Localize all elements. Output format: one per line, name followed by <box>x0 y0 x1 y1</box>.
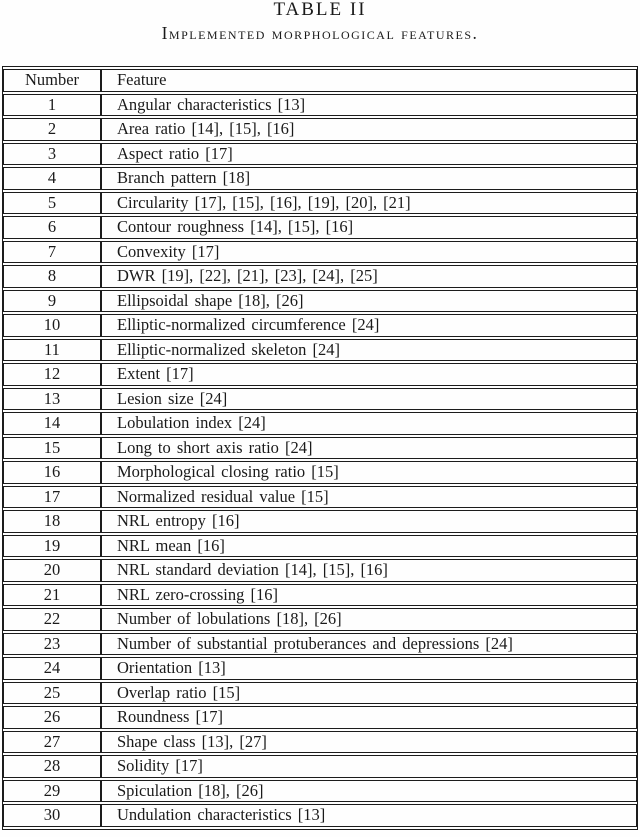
feature-cell: Number of substantial protuberances and depressions [24] <box>101 633 637 656</box>
features-table <box>2 66 638 830</box>
feature-cell: Circularity [17], [15], [16], [19], [20], [21] <box>101 192 637 215</box>
feature-cell: NRL entropy [16] <box>101 510 637 533</box>
number-cell: 24 <box>3 657 101 680</box>
number-cell: 7 <box>3 241 101 264</box>
feature-cell: NRL zero-crossing [16] <box>101 584 637 607</box>
number-cell: 25 <box>3 682 101 705</box>
feature-cell: Lesion size [24] <box>101 388 637 411</box>
table-row <box>3 388 637 411</box>
feature-cell: NRL mean [16] <box>101 535 637 558</box>
number-cell: 10 <box>3 314 101 337</box>
header-cell-feature: Feature <box>101 69 637 92</box>
table-row <box>3 118 637 141</box>
feature-cell: Elliptic-normalized circumference [24] <box>101 314 637 337</box>
table-row <box>3 780 637 803</box>
table-caption <box>0 0 640 44</box>
feature-cell: Number of lobulations [18], [26] <box>101 608 637 631</box>
table-row <box>3 363 637 386</box>
number-cell: 8 <box>3 265 101 288</box>
table-row <box>3 241 637 264</box>
table-row <box>3 290 637 313</box>
table-row <box>3 584 637 607</box>
number-cell: 1 <box>3 94 101 117</box>
table-head <box>3 69 637 92</box>
table-row <box>3 437 637 460</box>
feature-cell: Solidity [17] <box>101 755 637 778</box>
table-row <box>3 486 637 509</box>
number-cell: 23 <box>3 633 101 656</box>
table-row <box>3 657 637 680</box>
number-cell: 11 <box>3 339 101 362</box>
table-row <box>3 706 637 729</box>
feature-cell: Undulation characteristics [13] <box>101 804 637 827</box>
feature-cell: Area ratio [14], [15], [16] <box>101 118 637 141</box>
table-row <box>3 167 637 190</box>
feature-cell: Overlap ratio [15] <box>101 682 637 705</box>
feature-cell: Orientation [13] <box>101 657 637 680</box>
number-cell: 28 <box>3 755 101 778</box>
feature-cell: NRL standard deviation [14], [15], [16] <box>101 559 637 582</box>
feature-cell: Ellipsoidal shape [18], [26] <box>101 290 637 313</box>
table-row <box>3 608 637 631</box>
feature-cell: Lobulation index [24] <box>101 412 637 435</box>
table-row <box>3 731 637 754</box>
table-row <box>3 412 637 435</box>
header-row <box>3 69 637 92</box>
feature-cell: Spiculation [18], [26] <box>101 780 637 803</box>
table-row <box>3 559 637 582</box>
feature-cell: Normalized residual value [15] <box>101 486 637 509</box>
table-row <box>3 265 637 288</box>
number-cell: 20 <box>3 559 101 582</box>
number-cell: 26 <box>3 706 101 729</box>
number-cell: 21 <box>3 584 101 607</box>
table-row <box>3 143 637 166</box>
number-cell: 5 <box>3 192 101 215</box>
table-caption-label: TABLE II <box>273 0 367 20</box>
feature-cell: Aspect ratio [17] <box>101 143 637 166</box>
number-cell: 3 <box>3 143 101 166</box>
number-cell: 16 <box>3 461 101 484</box>
table-row <box>3 339 637 362</box>
feature-cell: Branch pattern [18] <box>101 167 637 190</box>
table-row <box>3 192 637 215</box>
table-row <box>3 804 637 827</box>
table-row <box>3 510 637 533</box>
table-body <box>3 94 637 827</box>
number-cell: 19 <box>3 535 101 558</box>
feature-cell: Roundness [17] <box>101 706 637 729</box>
number-cell: 4 <box>3 167 101 190</box>
number-cell: 13 <box>3 388 101 411</box>
number-cell: 17 <box>3 486 101 509</box>
feature-cell: Contour roughness [14], [15], [16] <box>101 216 637 239</box>
number-cell: 30 <box>3 804 101 827</box>
table-row <box>3 216 637 239</box>
number-cell: 9 <box>3 290 101 313</box>
number-cell: 14 <box>3 412 101 435</box>
feature-cell: Angular characteristics [13] <box>101 94 637 117</box>
feature-cell: Elliptic-normalized skeleton [24] <box>101 339 637 362</box>
number-cell: 29 <box>3 780 101 803</box>
number-cell: 15 <box>3 437 101 460</box>
number-cell: 27 <box>3 731 101 754</box>
table-row <box>3 682 637 705</box>
feature-cell: Morphological closing ratio [15] <box>101 461 637 484</box>
number-cell: 6 <box>3 216 101 239</box>
number-cell: 2 <box>3 118 101 141</box>
feature-cell: Convexity [17] <box>101 241 637 264</box>
table-row <box>3 755 637 778</box>
feature-cell: Shape class [13], [27] <box>101 731 637 754</box>
feature-cell: Extent [17] <box>101 363 637 386</box>
table-row <box>3 535 637 558</box>
number-cell: 22 <box>3 608 101 631</box>
table-row <box>3 633 637 656</box>
table-row <box>3 314 637 337</box>
table-caption-title: Implemented morphological features. <box>161 23 479 43</box>
feature-cell: DWR [19], [22], [21], [23], [24], [25] <box>101 265 637 288</box>
table-row <box>3 461 637 484</box>
number-cell: 18 <box>3 510 101 533</box>
header-cell-number: Number <box>3 69 101 92</box>
table-row <box>3 94 637 117</box>
number-cell: 12 <box>3 363 101 386</box>
feature-cell: Long to short axis ratio [24] <box>101 437 637 460</box>
